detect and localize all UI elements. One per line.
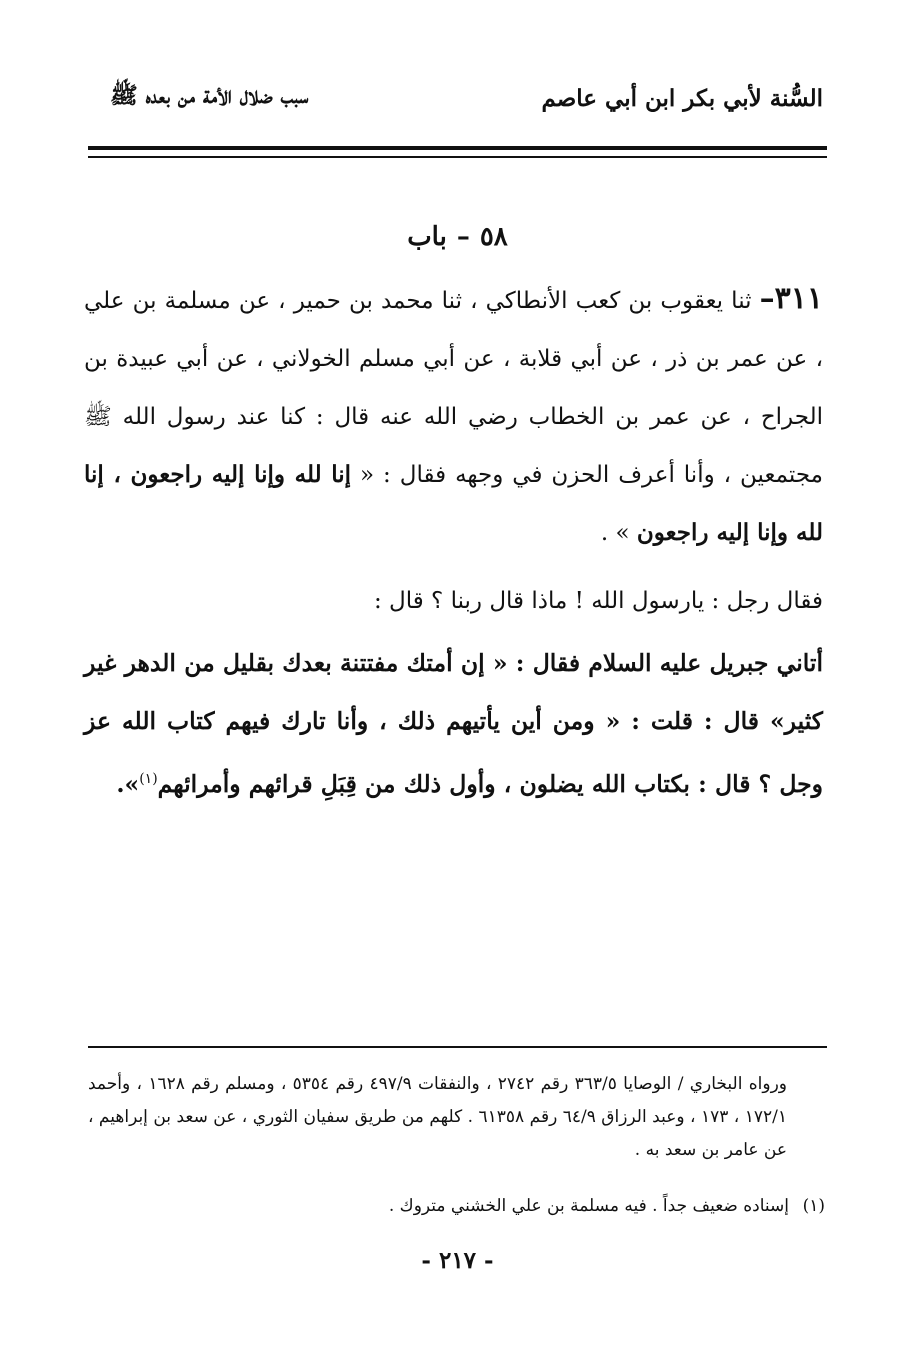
answer-text: أتاني جبريل عليه السلام فقال : « إن أمتك مفتتنة بعدك بقليل من الدهر غير كثير» قال : قلت : « ومن أين يأتيهم ذلك ، وأنا تارك فيهم كتاب الله عز وجل ؟ قال : بكتاب الله يضلون ، وأول ذلك من قِبَلِ قرائهم وأمرائهم: [84, 649, 823, 798]
chapter-word: باب: [407, 222, 447, 252]
header-chapter-title: سبب ضلال الأمة من بعده ﷺ: [110, 82, 309, 109]
hadith-quote: إنا لله وإنا إليه راجعون ، إنا لله وإنا إليه راجعون: [84, 461, 823, 546]
chapter-separator: –: [456, 222, 470, 252]
footnote-1: [88, 1190, 825, 1223]
header-rule-thin: [88, 156, 827, 158]
running-header: [110, 78, 823, 118]
footnote-text: إسناده ضعيف جداً . فيه مسلمة بن علي الخشني متروك .: [388, 1196, 789, 1216]
chapter-heading: [0, 222, 915, 252]
footnote-marker: (١): [802, 1196, 825, 1216]
footnote-reference: (١): [139, 771, 158, 787]
page-number: - ٢١٧ -: [421, 1247, 494, 1274]
chapter-number: ٥٨: [479, 222, 508, 252]
hadith-number: ٣١١: [774, 281, 823, 316]
hadith-close: » .: [600, 520, 637, 546]
hadith-dash: –: [759, 281, 775, 316]
footnote-rule: [88, 1046, 827, 1048]
answer-end: ».: [116, 769, 140, 798]
question-paragraph: فقال رجل : يارسول الله ! ماذا قال ربنا ؟ قال :: [373, 588, 823, 614]
answer-paragraph: [84, 634, 823, 813]
hadith-paragraph: [84, 270, 823, 562]
footnote-sources: ورواه البخاري / الوصايا ٣٦٣/٥ رقم ٢٧٤٢ ، والنفقات ٤٩٧/٩ رقم ٥٣٥٤ ، ومسلم رقم ١٦٢٨ ، وأحمد ١٧٢/١ ، ١٧٣ ، وعبد الرزاق ٦٤/٩ رقم ٦١٣٥٨ . كلهم من طريق سفيان الثوري ، عن سعد بن إبراهيم ، عن عامر بن سعد به .: [88, 1074, 788, 1160]
hadith-isnad: ثنا يعقوب بن كعب الأنطاكي ، ثنا محمد بن حمير ، عن مسلمة بن علي ، عن عمر بن ذر ، عن أبي قلابة ، عن أبي مسلم الخولاني ، عن أبي عبيدة بن الجراح ، عن عمر بن الخطاب رضي الله عنه قال : كنا عند رسول الله ﷺ مجتمعين ، وأنا أعرف الحزن في وجهه فقال : «: [84, 288, 823, 488]
header-book-title: السُّنة لأبي بكر ابن أبي عاصم: [541, 84, 823, 112]
header-rule-thick: [88, 146, 827, 150]
